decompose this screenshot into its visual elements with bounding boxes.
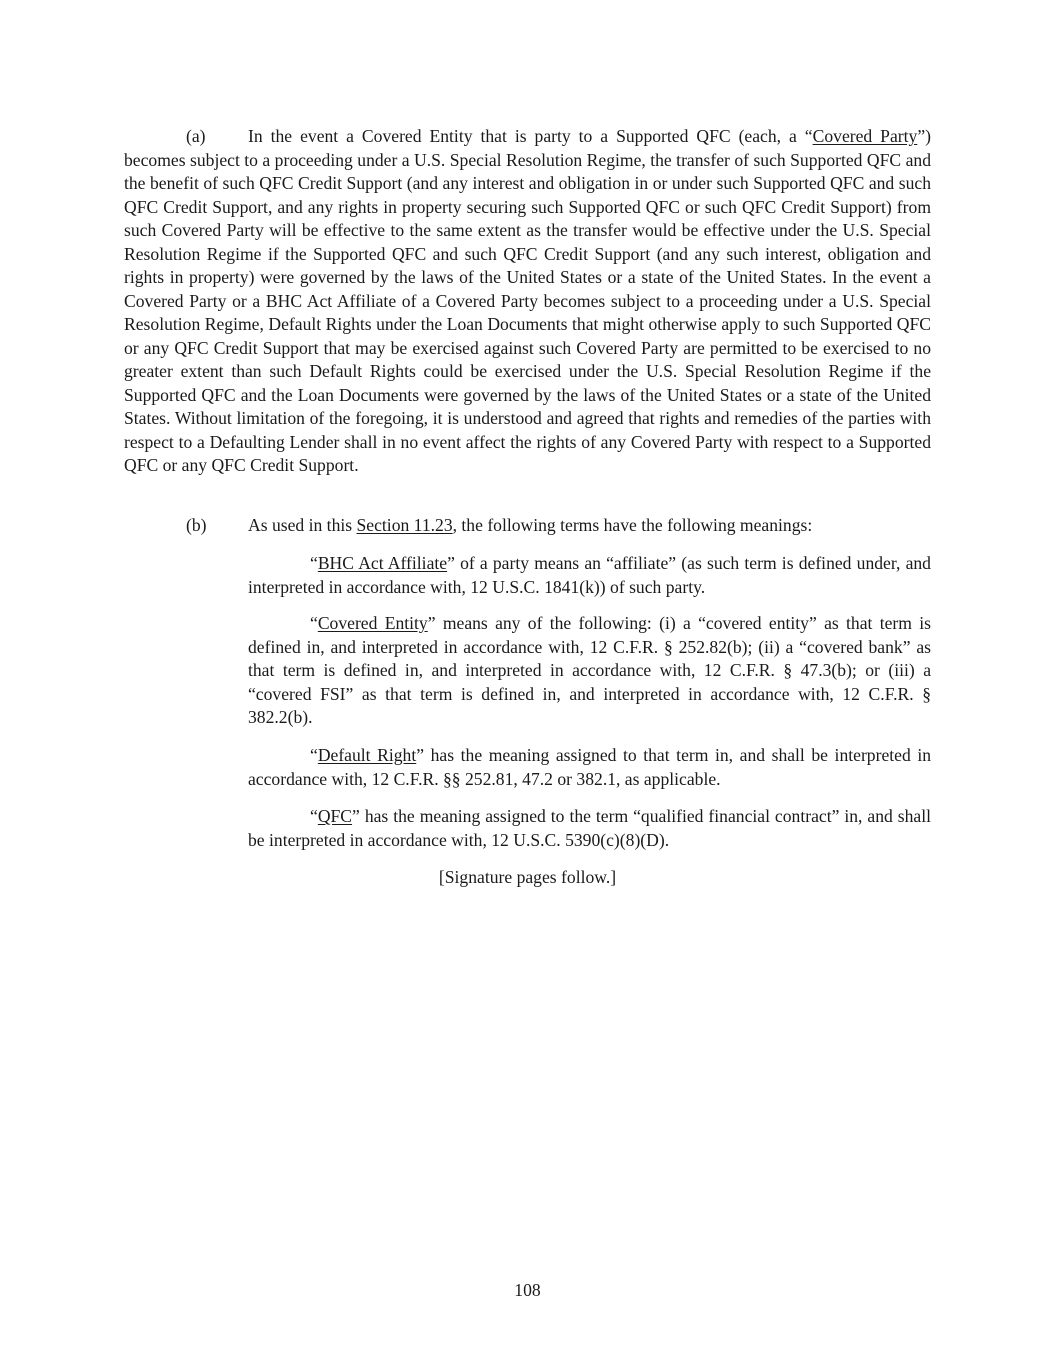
definition-text: ” has the meaning assigned to the term “qualified financial contract” in, and shall be interpreted in accordance with, 12 U.S.C. 5390(c)(8)(D). [248,806,931,850]
section-a-body: ”) becomes subject to a proceeding under a U.S. Special Resolution Regime, the transfer of such Supported QFC and the benefit of such QFC Credit Support (and any interest and obligation in or under such Supported QFC and such QFC Credit Support, and any rights in property securing such Supported QFC or such QFC Credit Support) from such Covered Party will be effective to the same extent as the transfer would be effective under the U.S. Special Resolution Regime if the Supported QFC and such QFC Credit Support (and any such interest, obligation and rights in property) were governed by the laws of the United States or a state of the United States. In the event a Covered Party or a BHC Act Affiliate of a Covered Party becomes subject to a proceeding under a U.S. Special Resolution Regime, Default Rights under the Loan Documents that might otherwise apply to such Supported QFC or any QFC Credit Support that may be exercised against such Covered Party are permitted to be exercised to no greater extent than such Default Rights could be exercised under the U.S. Special Resolution Regime if the Supported QFC and the Loan Documents were governed by the laws of the United States or a state of the United States. Without limitation of the foregoing, it is understood and agreed that rights and remedies of the parties with respect to a Defaulting Lender shall in no event affect the rights of any Covered Party with respect to a Supported QFC or any QFC Credit Support. [124,126,931,475]
defined-term: BHC Act Affiliate [317,553,448,573]
definition-bhc-act-affiliate [248,552,931,599]
defined-term: Covered Entity [317,613,428,633]
defined-term: QFC [317,806,353,826]
term-covered-party: Covered Party [812,126,918,146]
defined-term: Default Right [317,745,417,765]
signature-note: [Signature pages follow.] [438,867,617,887]
section-b-outro: , the following terms have the following meanings: [452,515,813,535]
section-b-paragraph [186,514,931,538]
section-a-intro: In the event a Covered Entity that is party to a Supported QFC (each, a “ [248,126,813,146]
section-a-label: (a) [186,126,206,146]
definition-default-right [248,744,931,791]
definition-text: ” of a party means an “affiliate” (as such term is defined under, and interpreted in accordance with, 12 U.S.C. 1841(k)) of such party. [248,553,931,597]
open-quote: “ [310,553,318,573]
definition-text: ” means any of the following: (i) a “covered entity” as that term is defined in, and interpreted in accordance with, 12 C.F.R. § 252.82(b); (ii) a “covered bank” as that term is defined in, and interpreted in accordance with, 12 C.F.R. § 47.3(b); or (iii) a “covered FSI” as that term is defined in, and interpreted in accordance with, 12 C.F.R. § 382.2(b). [248,613,931,727]
definition-text: ” has the meaning assigned to that term in, and shall be interpreted in accordance with, 12 C.F.R. §§ 252.81, 47.2 or 382.1, as applicable. [248,745,932,789]
definition-covered-entity [248,612,931,730]
section-reference: Section 11.23 [356,515,453,535]
page-number: 108 [514,1280,541,1300]
open-quote: “ [310,806,318,826]
section-a-paragraph [124,125,931,478]
definition-qfc [248,805,931,852]
open-quote: “ [310,613,318,633]
section-b-label: (b) [186,515,207,535]
section-b-intro: As used in this [248,515,357,535]
open-quote: “ [310,745,318,765]
